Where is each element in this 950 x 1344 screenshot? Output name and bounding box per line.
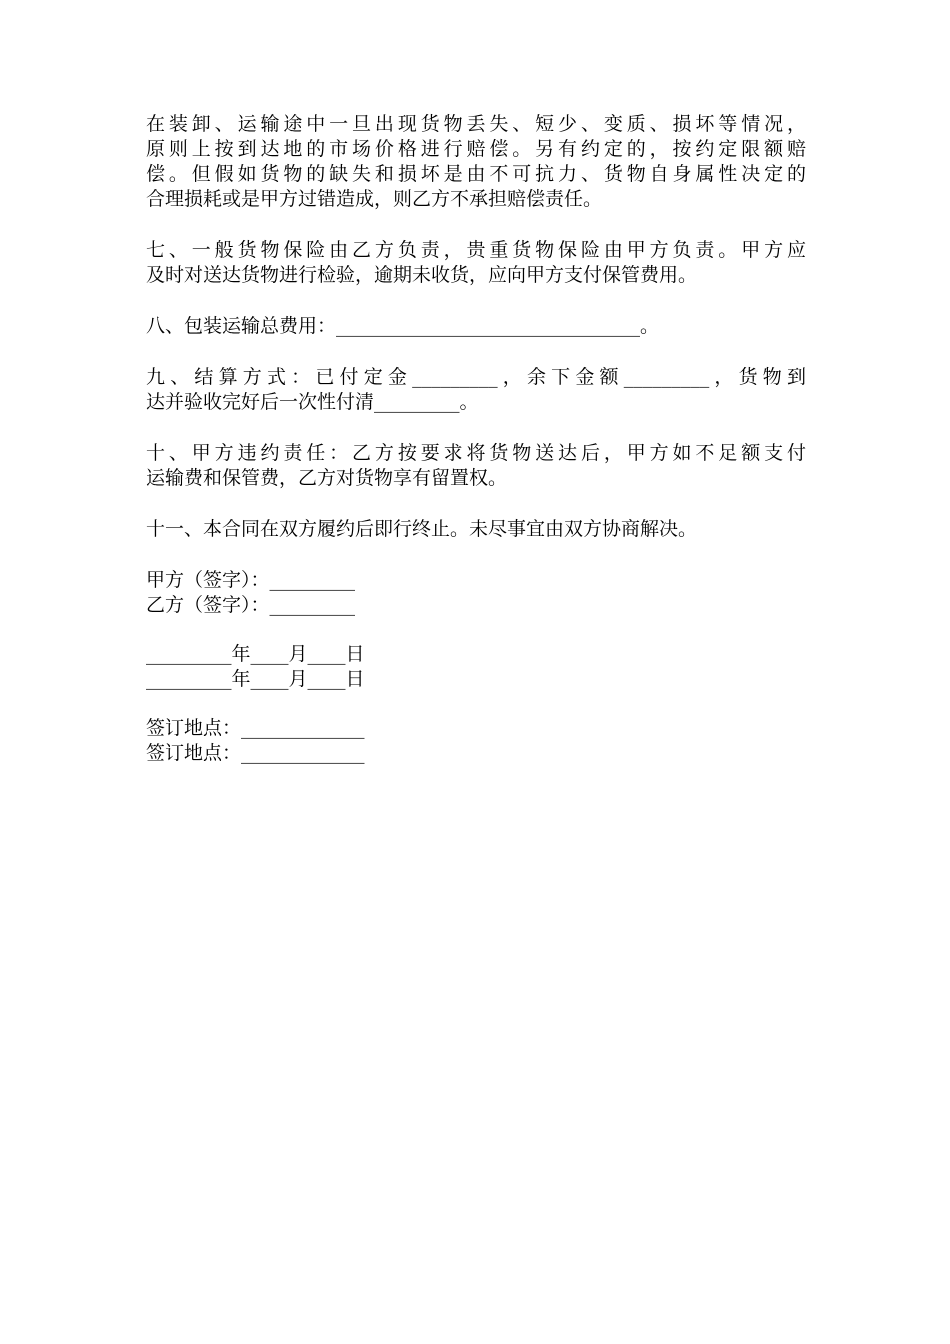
date-line-2: _________年____月____日 [146,668,365,690]
clause-11-line-1: 十一、本合同在双方履约后即行终止。未尽事宜由双方协商解决。 [146,518,698,540]
contract-page [146,112,806,790]
clause-9-line-1: 九、结算方式：已付定金_________，余下金额_________，货物到 [146,366,806,388]
clause-10 [146,441,806,491]
clause-7-line-1: 七、一般货物保险由乙方负责，贵重货物保险由甲方负责。甲方应 [146,239,806,261]
clause-continuation [146,112,806,212]
clause-continuation-line-1: 在装卸、运输途中一旦出现货物丢失、短少、变质、损坏等情况， [146,113,806,135]
clause-11 [146,517,806,542]
place-block [146,716,806,766]
party-b-signature: 乙方（签字）：_________ [146,594,356,616]
party-a-signature: 甲方（签字）：_________ [146,569,356,591]
clause-8 [146,314,806,339]
clause-10-line-1: 十、甲方违约责任：乙方按要求将货物送达后，甲方如不足额支付 [146,442,806,464]
signature-block [146,568,806,618]
signing-place-2: 签订地点：_____________ [146,742,365,764]
clause-9-line-2: 达并验收完好后一次性付清_________。 [146,391,479,413]
clause-continuation-line-2: 原则上按到达地的市场价格进行赔偿。另有约定的，按约定限额赔 [146,138,806,160]
signing-place-1: 签订地点：_____________ [146,717,365,739]
clause-7 [146,238,806,288]
date-line-1: _________年____月____日 [146,643,365,665]
clause-9 [146,365,806,415]
clause-continuation-line-4: 合理损耗或是甲方过错造成，则乙方不承担赔偿责任。 [146,188,603,210]
clause-10-line-2: 运输费和保管费，乙方对货物享有留置权。 [146,467,508,489]
clause-8-line-1: 八、包装运输总费用：________________________________。 [146,315,660,337]
clause-continuation-line-3: 偿。但假如货物的缺失和损坏是由不可抗力、货物自身属性决定的 [146,163,806,185]
date-block [146,642,806,692]
clause-7-line-2: 及时对送达货物进行检验，逾期未收货，应向甲方支付保管费用。 [146,264,698,286]
